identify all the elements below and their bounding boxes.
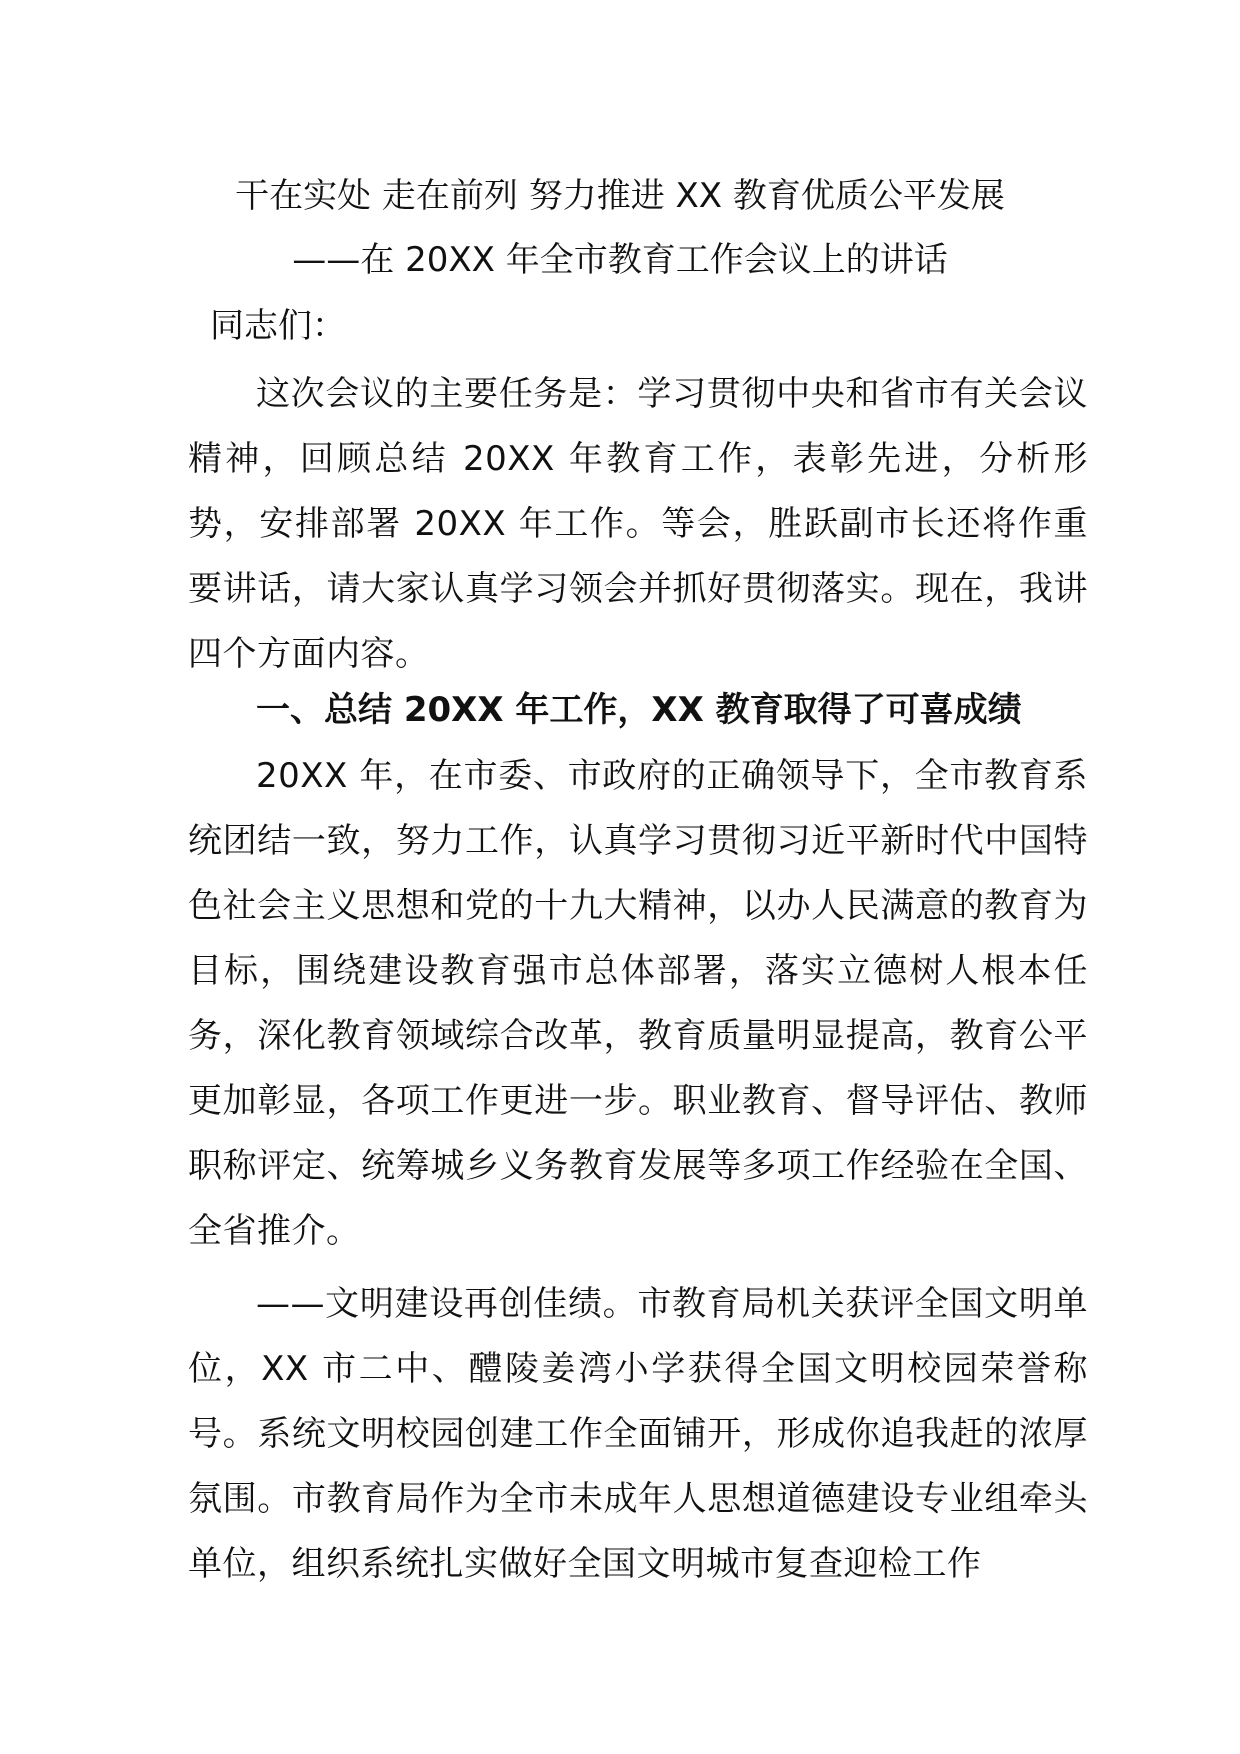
paragraph-summary: 20XX 年，在市委、市政府的正确领导下，全市教育系统团结一致，努力工作，认真学习贯彻习近平新时代中国特色社会主义思想和党的十九大精神，以办人民满意的教育为目标，围绕建设教育强市总体部署，落实立德树人根本任务，深化教育领域综合改革，教育质量明显提高，教育公平更加彰显，各项工作更进一步。职业教育、督导评估、教师职称评定、统筹城乡义务教育发展等多项工作经验在全国、全省推介。: [188, 756, 1088, 1251]
document-title: 干在实处 走在前列 努力推进 XX 教育优质公平发展: [235, 176, 1005, 216]
section-heading: 一、总结 20XX 年工作，XX 教育取得了可喜成绩: [256, 690, 1022, 730]
paragraph-intro: 这次会议的主要任务是：学习贯彻中央和省市有关会议精神，回顾总结 20XX 年教育工作，表彰先进，分析形势，安排部署 20XX 年工作。等会，胜跃副市长还将作重要讲话，请大家认真学习领会并抓好贯彻落实。现在，我讲四个方面内容。: [188, 374, 1088, 674]
paragraph-civilization: ——文明建设再创佳绩。市教育局机关获评全国文明单位，XX 市二中、醴陵姜湾小学获得全国文明校园荣誉称号。系统文明校园创建工作全面铺开，形成你追我赶的浓厚氛围。市教育局作为全市未成年人思想道德建设专业组牵头单位，组织系统扎实做好全国文明城市复查迎检工作: [188, 1284, 1088, 1584]
document-subtitle: ——在 20XX 年全市教育工作会议上的讲话: [292, 240, 948, 280]
salutation: 同志们：: [210, 306, 346, 346]
